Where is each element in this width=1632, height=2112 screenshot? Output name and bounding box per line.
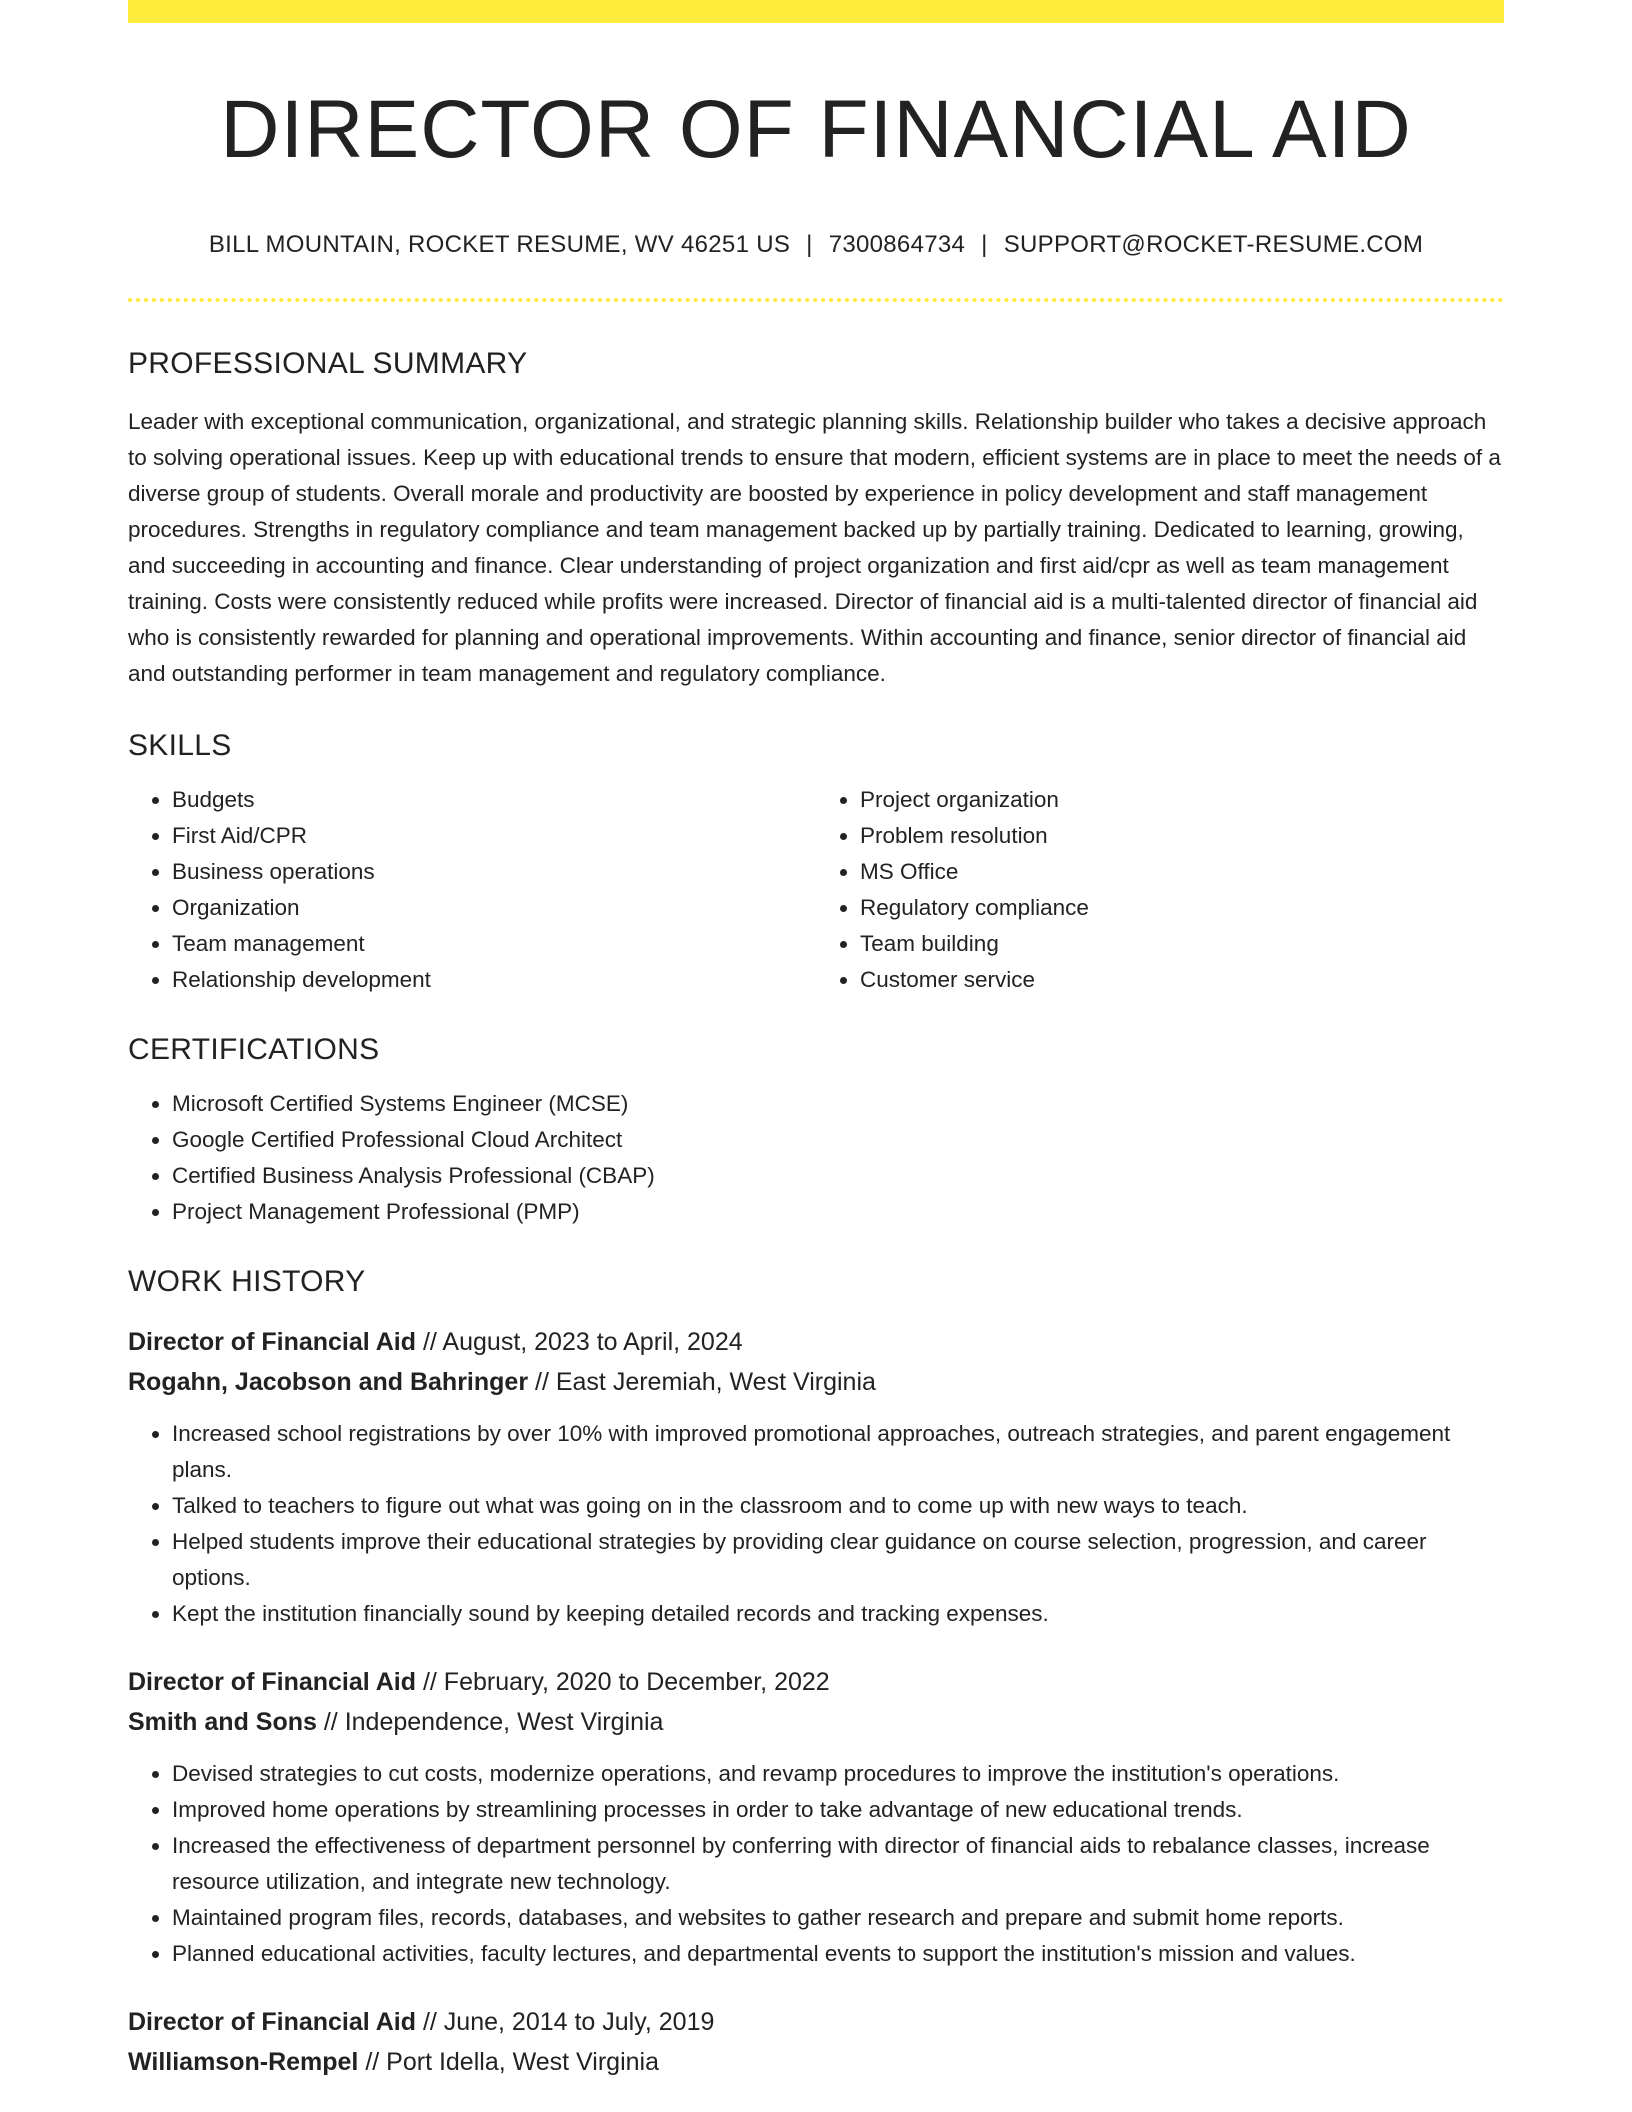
contact-email[interactable]: SUPPORT@ROCKET-RESUME.COM: [1003, 231, 1424, 259]
job-title-line: [128, 1662, 1504, 1702]
job-title: Director of Financial Aid: [128, 1667, 417, 1696]
resume-page: [128, 0, 1504, 2082]
company-location: // East Jeremiah, West Virginia: [535, 1367, 876, 1396]
list-item: • Organization: [172, 890, 816, 926]
job-bullets: [128, 1416, 1504, 1632]
list-item: • Kept the institution financially sound by keeping detailed records and tracking expenses.: [172, 1596, 1504, 1632]
summary-heading: PROFESSIONAL SUMMARY: [128, 346, 528, 380]
skills-heading: SKILLS: [128, 728, 232, 762]
company-location: // Port Idella, West Virginia: [365, 2047, 659, 2076]
company-line: [128, 2042, 1504, 2082]
list-item: • Business operations: [172, 854, 816, 890]
list-item: • Google Certified Professional Cloud Architect: [172, 1122, 1504, 1158]
list-item: • Team management: [172, 926, 816, 962]
contact-separator: |: [806, 231, 813, 259]
certifications-heading: CERTIFICATIONS: [128, 1032, 380, 1066]
summary-section: [128, 346, 1504, 692]
contact-separator: |: [981, 231, 988, 259]
list-item: • Relationship development: [172, 962, 816, 998]
certifications-list: [128, 1086, 1504, 1230]
job-title: Director of Financial Aid: [128, 2007, 417, 2036]
list-item: • Planned educational activities, faculty lectures, and departmental events to support the institution's mission and values.: [172, 1936, 1504, 1972]
contact-address: BILL MOUNTAIN, ROCKET RESUME, WV 46251 US: [208, 231, 791, 259]
list-item: • MS Office: [860, 854, 1504, 890]
job-entry: [128, 1322, 1504, 1632]
job-dates: // February, 2020 to December, 2022: [422, 1667, 830, 1696]
list-item: • Customer service: [860, 962, 1504, 998]
list-item: • Project organization: [860, 782, 1504, 818]
accent-top-bar: [128, 0, 1504, 23]
contact-phone[interactable]: 7300864734: [828, 231, 966, 259]
skills-list-left: [128, 782, 816, 998]
job-entry: [128, 2002, 1504, 2082]
company-line: [128, 1702, 1504, 1742]
summary-text: Leader with exceptional communication, organizational, and strategic planning skills. Relationship builder who takes a decisive approach to solving operational issues. Keep up with educational trends to ensure that modern, efficient systems are in place to meet the needs of a diverse group of students. Overall morale and productivity are boosted by experience in policy development and staff management procedures. Strengths in regulatory compliance and team management backed up by partially training. Dedicated to learning, growing, and succeeding in accounting and finance. Clear understanding of project organization and first aid/cpr as well as team management training. Costs were consistently reduced while profits were increased. Director of financial aid is a multi-talented director of financial aid who is consistently rewarded for planning and operational improvements. Within accounting and finance, senior director of financial aid and outstanding performer in team management and regulatory compliance.: [128, 408, 1501, 686]
dotted-divider: [128, 298, 1504, 302]
certifications-section: [128, 1032, 1504, 1230]
list-item: • Budgets: [172, 782, 816, 818]
job-title-line: [128, 1322, 1504, 1362]
list-item: • Problem resolution: [860, 818, 1504, 854]
list-item: • Increased school registrations by over 10% with improved promotional approaches, outreach strategies, and parent engagement plans.: [172, 1416, 1504, 1488]
list-item: • Helped students improve their educational strategies by providing clear guidance on course selection, progression, and career options.: [172, 1524, 1504, 1596]
list-item: • Maintained program files, records, databases, and websites to gather research and prepare and submit home reports.: [172, 1900, 1504, 1936]
skills-list-right: [816, 782, 1504, 998]
list-item: • Improved home operations by streamlining processes in order to take advantage of new educational trends.: [172, 1792, 1504, 1828]
list-item: • Team building: [860, 926, 1504, 962]
job-entry: [128, 1662, 1504, 1972]
company-location: // Independence, West Virginia: [323, 1707, 664, 1736]
job-title-line: [128, 2002, 1504, 2042]
list-item: • Certified Business Analysis Professional (CBAP): [172, 1158, 1504, 1194]
work-history-heading: WORK HISTORY: [128, 1264, 366, 1298]
job-title: Director of Financial Aid: [128, 1327, 417, 1356]
job-dates: // June, 2014 to July, 2019: [422, 2007, 715, 2036]
list-item: • Project Management Professional (PMP): [172, 1194, 1504, 1230]
contact-line: [128, 231, 1504, 260]
job-dates: // August, 2023 to April, 2024: [422, 1327, 743, 1356]
skills-section: [128, 728, 1504, 998]
work-history-section: [128, 1264, 1504, 2082]
list-item: • Devised strategies to cut costs, modernize operations, and revamp procedures to improve the institution's operations.: [172, 1756, 1504, 1792]
company-name: Williamson-Rempel: [128, 2047, 359, 2076]
list-item: • Regulatory compliance: [860, 890, 1504, 926]
list-item: • Increased the effectiveness of department personnel by conferring with director of financial aids to rebalance classes, increase resource utilization, and integrate new technology.: [172, 1828, 1504, 1900]
company-name: Rogahn, Jacobson and Bahringer: [128, 1367, 529, 1396]
list-item: • Microsoft Certified Systems Engineer (MCSE): [172, 1086, 1504, 1122]
company-name: Smith and Sons: [128, 1707, 317, 1736]
company-line: [128, 1362, 1504, 1402]
list-item: • First Aid/CPR: [172, 818, 816, 854]
job-bullets: [128, 1756, 1504, 1972]
list-item: • Talked to teachers to figure out what was going on in the classroom and to come up with new ways to teach.: [172, 1488, 1504, 1524]
skills-columns: [128, 782, 1504, 998]
resume-name-heading: DIRECTOR OF FINANCIAL AID: [220, 84, 1412, 175]
